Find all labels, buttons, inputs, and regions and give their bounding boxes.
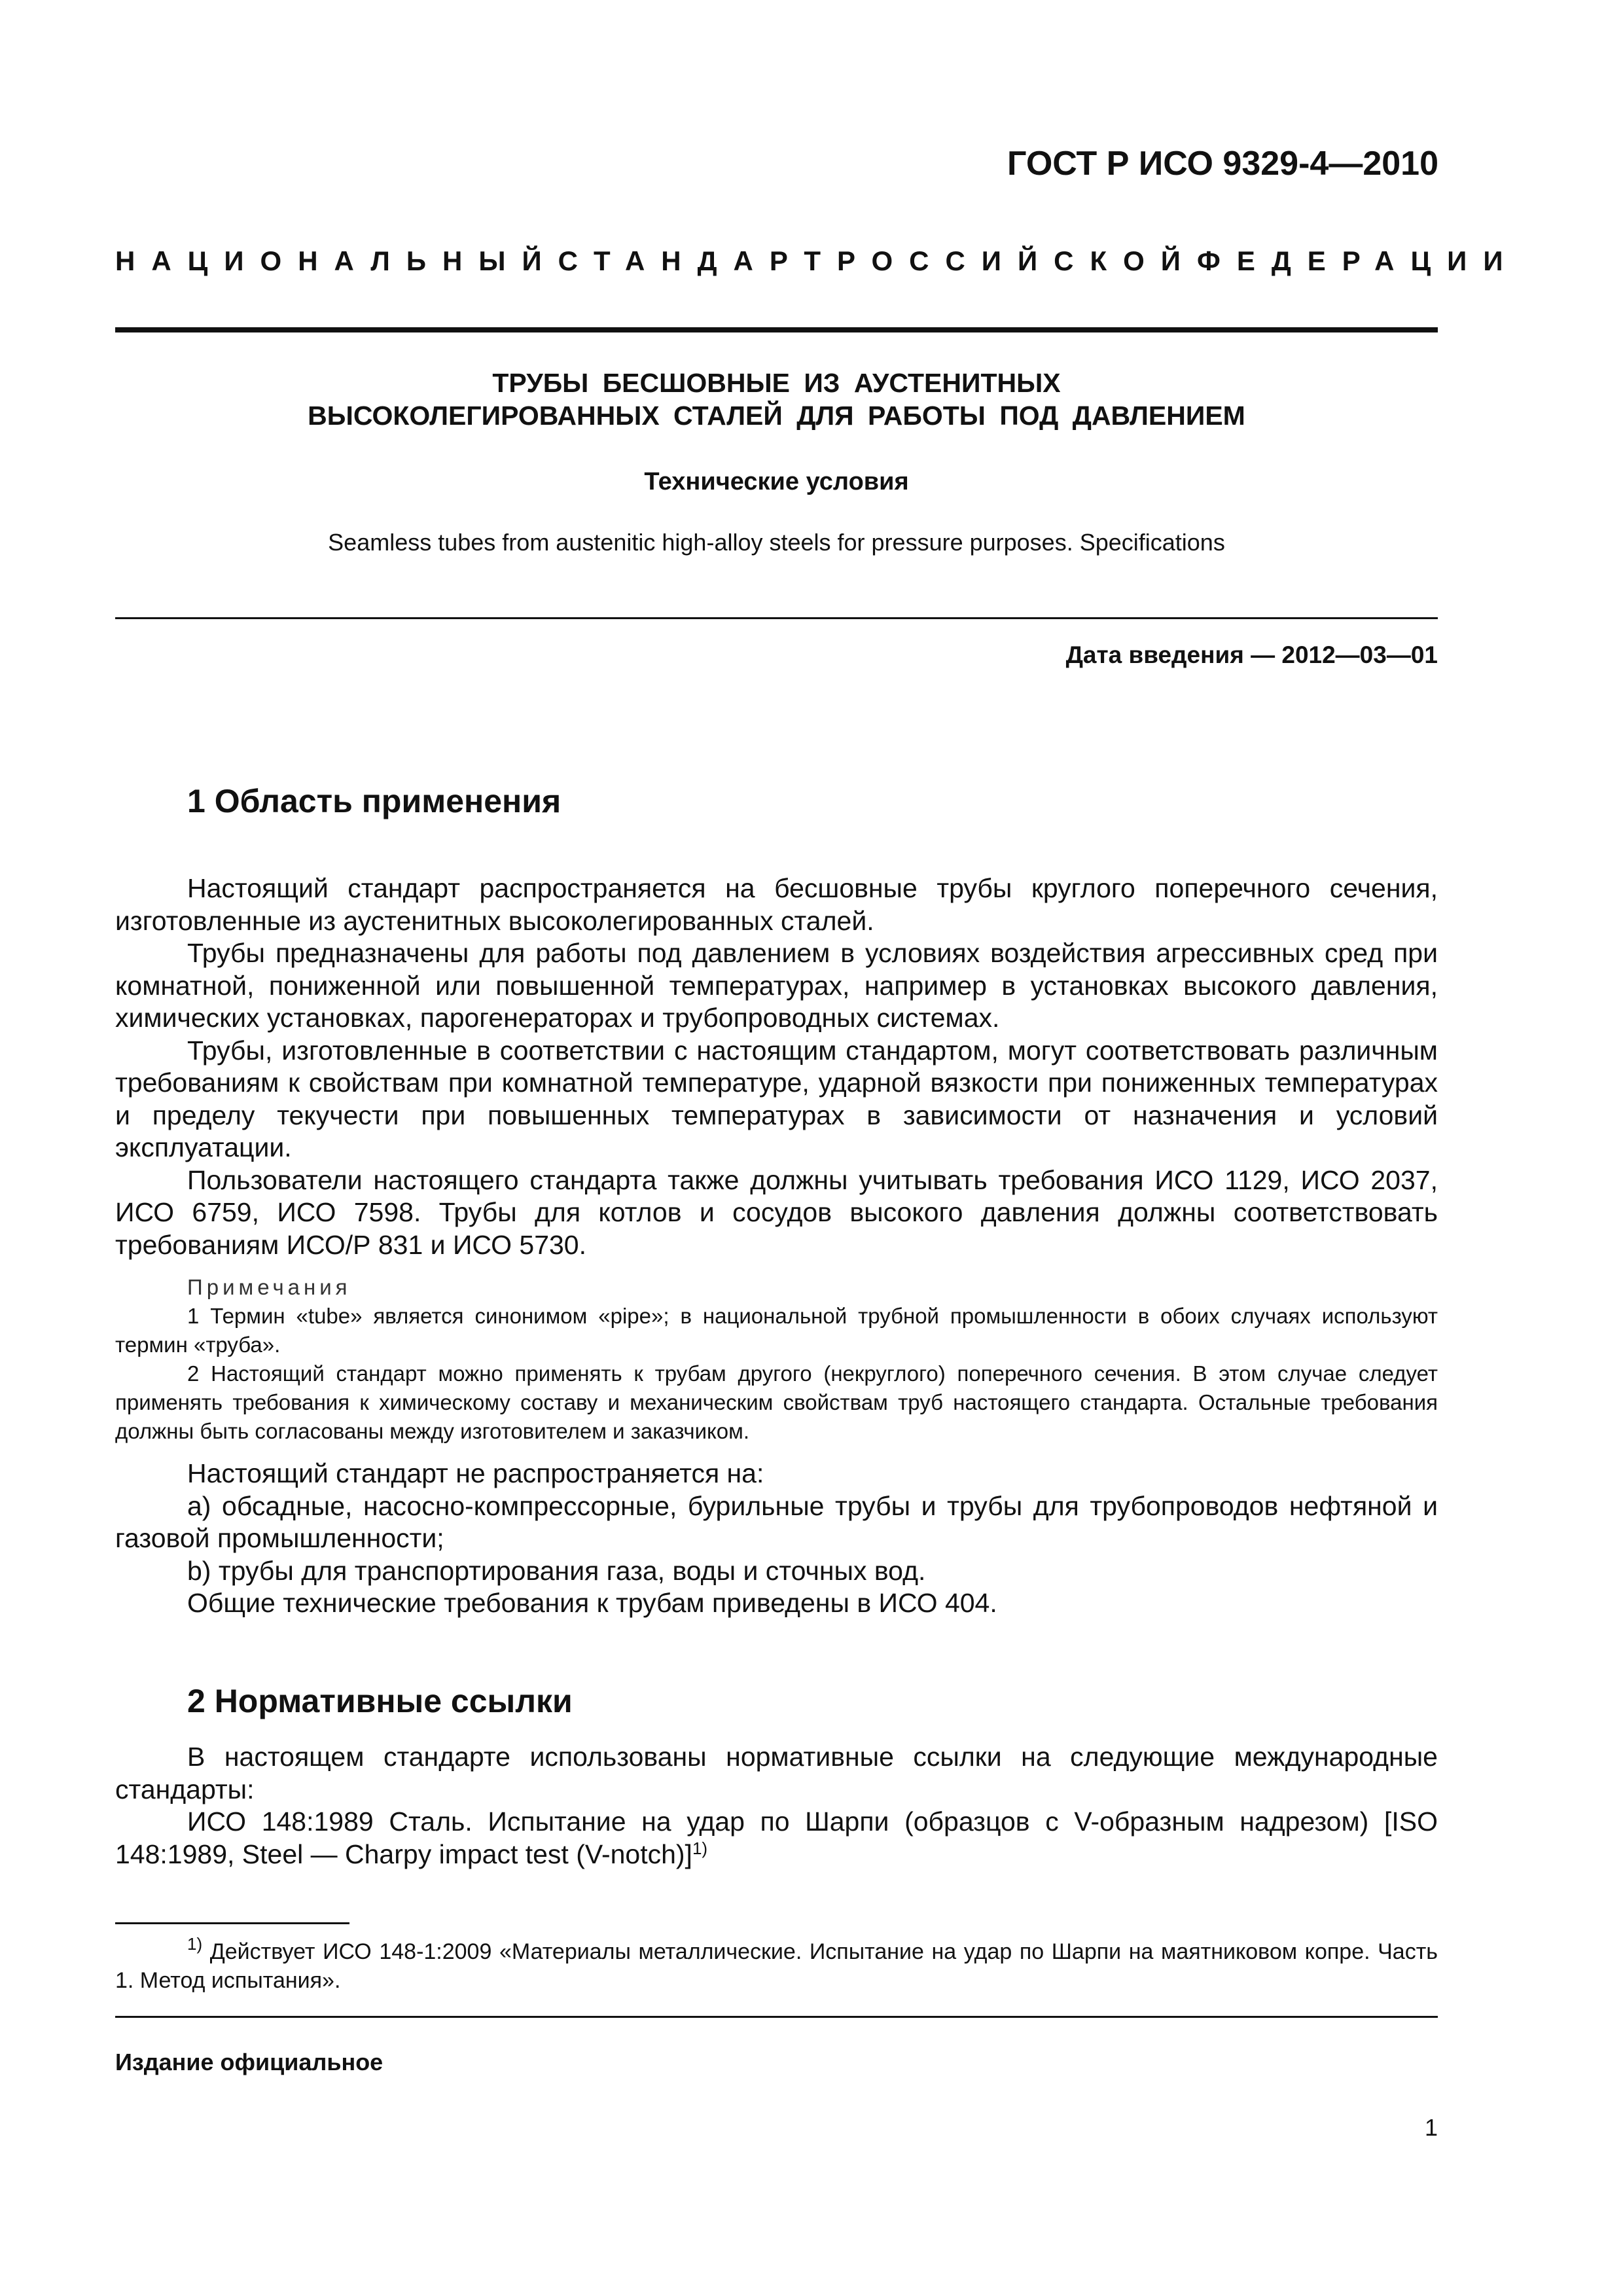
paragraph: Трубы, изготовленные в соответствии с настоящим стандартом, могут соответствовать различным требованиям к свойствам при комнатной температуре, ударной вязкости при пониженных температурах и пределу текучести при повышенных температурах в зависимости от назначения и условий эксплуатации. <box>115 1035 1438 1162</box>
footnote-separator <box>115 1922 349 1924</box>
banner-word-1: НАЦИОНАЛЬНЫЙ <box>115 245 558 276</box>
list-item: a) обсадные, насосно-компрессорные, бурильные трубы и трубы для трубопроводов нефтяной и газовой промышленности; <box>115 1490 1438 1553</box>
reference-item <box>115 1806 1438 1871</box>
header-divider <box>115 327 1438 332</box>
section-2-body <box>115 1741 1438 1871</box>
banner-word-3: РОССИЙСКОЙ <box>837 245 1197 276</box>
section-1-body <box>115 872 1438 1620</box>
notes-block <box>115 1273 1438 1446</box>
section-1-heading: 1 Область применения <box>187 783 562 819</box>
footer-divider <box>115 2016 1438 2018</box>
note-item: 2 Настоящий стандарт можно применять к трубам другого (некруглого) поперечного сечения. В этом случае следует применять требования к химическому составу и механическим свойствам труб настоящего стандарта. Остальные требования должны быть согласованы между изготовителем и заказчиком. <box>115 1361 1438 1443</box>
paragraph: Настоящий стандарт распространяется на бесшовные трубы круглого поперечного сечения, изготовленные из аустенитных высоколегированных сталей. <box>115 873 1438 936</box>
english-title: Seamless tubes from austenitic high-alloy steels for pressure purposes. Specifications <box>328 529 1225 556</box>
paragraph: Общие технические требования к трубам приведены в ИСО 404. <box>187 1588 997 1618</box>
paragraph: Трубы предназначены для работы под давлением в условиях воздействия агрессивных сред при комнатной, пониженной или повышенной температурах, например в установках высокого давления, химических установках, парогенераторах и трубопроводных системах. <box>115 938 1438 1033</box>
note-item: 1 Термин «tube» является синонимом «pipe»; в национальной трубной промышленности в обоих случаях используют термин «труба». <box>115 1304 1438 1357</box>
document-subtitle: Технические условия <box>644 468 909 495</box>
title-line-1: ТРУБЫ БЕСШОВНЫЕ ИЗ АУСТЕНИТНЫХ <box>492 368 1061 398</box>
official-edition-label: Издание официальное <box>115 2049 383 2075</box>
national-standard-banner <box>115 245 1520 277</box>
banner-word-4: ФЕДЕРАЦИИ <box>1197 245 1520 276</box>
paragraph: Пользователи настоящего стандарта также должны учитывать требования ИСО 1129, ИСО 2037, ИСО 6759, ИСО 7598. Трубы для котлов и сосудов высокого давления должны соответствовать требованиям ИСО/Р 831 и ИСО 5730. <box>115 1164 1438 1260</box>
paragraph: Настоящий стандарт не распространяется на: <box>187 1458 764 1488</box>
paragraph: В настоящем стандарте использованы нормативные ссылки на следующие международные стандарты: <box>115 1742 1438 1804</box>
title-block <box>115 367 1438 556</box>
document-code: ГОСТ Р ИСО 9329-4—2010 <box>1007 145 1438 183</box>
title-line-2: ВЫСОКОЛЕГИРОВАННЫХ СТАЛЕЙ ДЛЯ РАБОТЫ ПОД ДАВЛЕНИЕМ <box>308 401 1245 431</box>
section-2-heading: 2 Нормативные ссылки <box>187 1683 573 1719</box>
footnote-marker[interactable]: 1) <box>692 1838 708 1858</box>
introduction-date: Дата введения — 2012—03—01 <box>1065 641 1438 668</box>
reference-text: ИСО 148:1989 Сталь. Испытание на удар по Шарпи (образцов с V-образным надрезом) [ISO 148:1989, Steel — Charpy impact test (V-notch)] <box>115 1806 1438 1869</box>
list-item: b) трубы для транспортирования газа, воды и сточных вод. <box>187 1555 926 1586</box>
footnote-text: Действует ИСО 148-1:2009 «Материалы металлические. Испытание на удар по Шарпи на маятниковом копре. Часть 1. Метод испытания». <box>115 1939 1438 1993</box>
title-divider <box>115 617 1438 619</box>
footnote <box>115 1934 1438 1995</box>
notes-heading: Примечания <box>187 1275 351 1299</box>
page-number: 1 <box>1424 2114 1438 2141</box>
banner-word-2: СТАНДАРТ <box>558 245 837 276</box>
footnote-number: 1) <box>187 1934 203 1954</box>
